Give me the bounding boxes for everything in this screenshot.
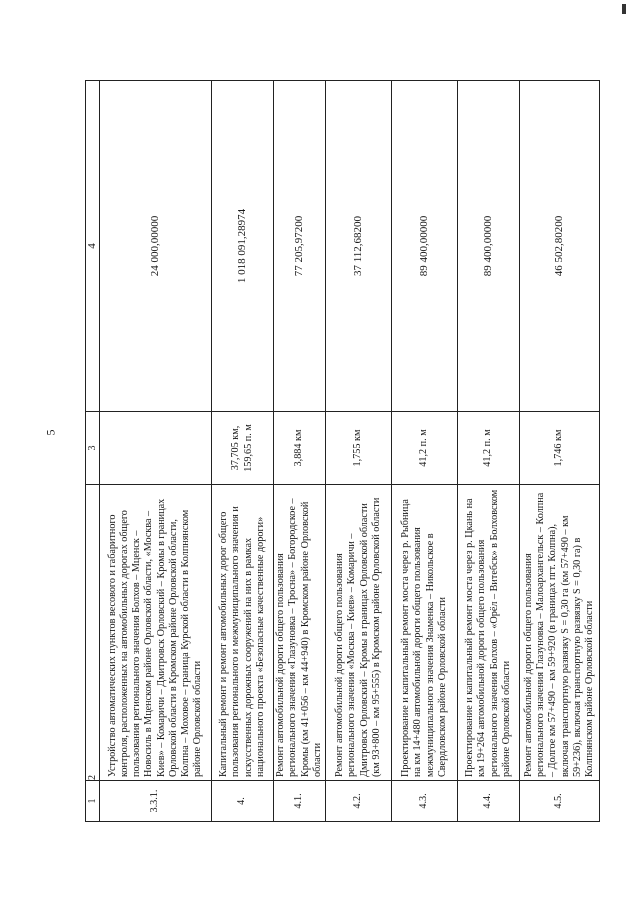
row-length: 3,884 км [274, 412, 326, 485]
table-header-row [86, 81, 100, 822]
rotated-table-frame [85, 85, 595, 822]
row-length: 1,746 км [520, 412, 600, 485]
row-length: 41,2 п. м [458, 412, 520, 485]
row-length: 1,755 км [326, 412, 392, 485]
row-number: 4. [212, 781, 274, 822]
column-header-1: 1 [86, 781, 100, 822]
table-row [274, 81, 326, 822]
table-row [100, 81, 212, 822]
row-number: 4.3. [392, 781, 458, 822]
row-name: Ремонт автомобильной дороги общего пользования регионального значения «Москва – Киев» – Комаричи – Дмитровск Орловский – Кромы в границах Орловской области (км 93+800 – км 95+555) в Кромском районе Орловской области [326, 485, 392, 781]
row-number: 3.3.1. [100, 781, 212, 822]
row-sum: 1 018 091,28974 [212, 81, 274, 412]
column-header-3: 3 [86, 412, 100, 485]
row-name: Устройство автоматических пунктов весового и габаритного контроля, расположенных на автомобильных дорогах общего пользования регионального значения Болхов – Мценск – Новосиль в Мценском районе Орловской области, «Москва – Киев» – Комаричи – Дмитровск Орловский – Кромы в границах Орловской области в Кромском районе Орловской области, Колпна – Моховое – граница Курской области в Колпнянском районе Орловской области [100, 485, 212, 781]
row-number: 4.2. [326, 781, 392, 822]
column-header-4: 4 [86, 81, 100, 412]
row-name: Ремонт автомобильной дороги общего пользования регионального значения «Глазуновка – Тросна» – Богородское – Кромы (км 41+056 – км 44+940) в Кромском районе Орловской области [274, 485, 326, 781]
table-row [326, 81, 392, 822]
row-sum: 24 000,00000 [100, 81, 212, 412]
rotated-table-container [85, 85, 595, 822]
table-row [392, 81, 458, 822]
table-row [458, 81, 520, 822]
row-sum: 77 205,97200 [274, 81, 326, 412]
row-number: 4.5. [520, 781, 600, 822]
scan-artifact [622, 4, 626, 14]
table-row [520, 81, 600, 822]
row-number: 4.4. [458, 781, 520, 822]
row-sum: 46 502,80200 [520, 81, 600, 412]
page-number: 5 [43, 429, 58, 436]
row-name: Проектирование и капитальный ремонт моста через р. Рыбница на км 14+480 автомобильной дороги общего пользования межмуниципального значения Знаменка – Никольское в Свердловском районе Орловской области [392, 485, 458, 781]
row-length [100, 412, 212, 485]
row-length: 41,2 п. м [392, 412, 458, 485]
row-sum: 37 112,68200 [326, 81, 392, 412]
row-number: 4.1. [274, 781, 326, 822]
row-name: Капитальный ремонт и ремонт автомобильных дорог общего пользования регионального и межмуниципального значения и искусственных дорожных сооружений на них в рамках национального проекта «Безопасные качественные дороги» [212, 485, 274, 781]
program-table [85, 80, 600, 822]
row-sum: 89 400,00000 [392, 81, 458, 412]
row-name: Ремонт автомобильной дороги общего пользования регионального значения Глазуновка – Малоархангельск – Колпна – Долгое км 57+490 – км 59+920 (в границах пгт. Колпна), включая транспортную развязку S = 0,30 га (км 57+490 – км 59+236), включая транспортную развязку S = 0,30 га) в Колпнянском районе Орловской области [520, 485, 600, 781]
row-name: Проектирование и капитальный ремонт моста через р. Цкань на км 19+264 автомобильной дороги общего пользования регионального значения Болхов – «Орёл – Витебск» в Болховском районе Орловской области [458, 485, 520, 781]
row-length: 37,705 км, 159,65 п. м [212, 412, 274, 485]
column-header-2: 2 [86, 485, 100, 781]
table-row [212, 81, 274, 822]
row-sum: 89 400,00000 [458, 81, 520, 412]
